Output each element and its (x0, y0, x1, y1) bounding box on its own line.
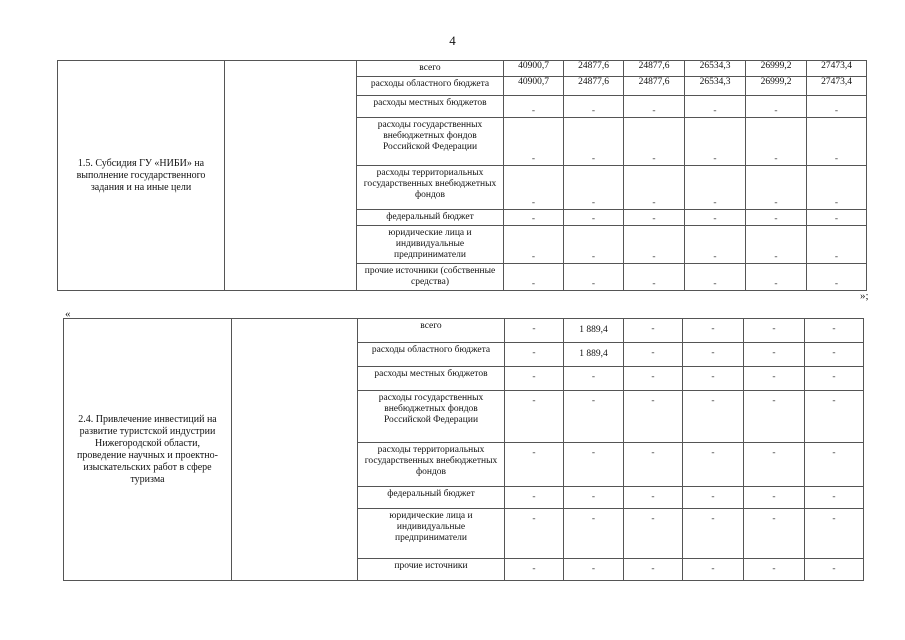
value-cell: - (683, 343, 744, 367)
value-cell: - (805, 487, 864, 509)
value-cell: - (564, 367, 624, 391)
value-cell: - (805, 391, 864, 443)
value-cell: - (624, 319, 683, 343)
value-cell: - (504, 166, 564, 210)
value-cell: - (807, 96, 867, 118)
value-cell: - (746, 210, 807, 226)
value-cell: - (685, 96, 746, 118)
value-cell: - (624, 343, 683, 367)
value-cell: 24877,6 (564, 77, 624, 96)
value-cell: - (685, 118, 746, 166)
value-cell: - (624, 210, 685, 226)
value-cell: - (683, 391, 744, 443)
value-cell: - (564, 509, 624, 559)
funding-source-label: расходы государственных внебюджетных фондов Российской Федерации (358, 391, 505, 443)
value-cell: - (624, 443, 683, 487)
funding-source-label: расходы территориальных государственных внебюджетных фондов (357, 166, 504, 210)
funding-source-label: юридические лица и индивидуальные предприниматели (358, 509, 505, 559)
value-cell: - (683, 509, 744, 559)
value-cell: - (807, 210, 867, 226)
value-cell: - (505, 443, 564, 487)
value-cell: 24877,6 (564, 61, 624, 77)
value-cell: - (744, 559, 805, 581)
measure-description: 1.5. Субсидия ГУ «НИБИ» на выполнение государственного задания и на иные цели (58, 61, 225, 291)
value-cell: - (504, 96, 564, 118)
value-cell: - (746, 96, 807, 118)
value-cell: - (683, 367, 744, 391)
funding-table-2 (63, 318, 864, 581)
value-cell: - (624, 509, 683, 559)
value-cell: - (505, 487, 564, 509)
value-cell: - (744, 487, 805, 509)
value-cell: - (746, 264, 807, 291)
value-cell: - (744, 343, 805, 367)
measure-description: 2.4. Привлечение инвестиций на развитие туристской индустрии Нижегородской области, проведение научных и проектно-изыскательских работ в сфере туризма (64, 319, 232, 581)
value-cell: - (624, 391, 683, 443)
value-cell: - (807, 166, 867, 210)
value-cell: - (564, 226, 624, 264)
funding-source-label: всего (358, 319, 505, 343)
value-cell: - (685, 166, 746, 210)
funding-source-label: прочие источники (собственные средства) (357, 264, 504, 291)
value-cell: - (805, 559, 864, 581)
value-cell: - (807, 264, 867, 291)
value-cell: - (564, 559, 624, 581)
opening-quote: « (65, 308, 71, 320)
value-cell: - (805, 319, 864, 343)
funding-source-label: расходы местных бюджетов (358, 367, 505, 391)
value-cell: - (807, 118, 867, 166)
value-cell: - (685, 226, 746, 264)
value-cell: - (564, 118, 624, 166)
value-cell: - (505, 391, 564, 443)
empty-column-cell (232, 319, 358, 581)
value-cell: 27473,4 (807, 77, 867, 96)
value-cell: - (746, 118, 807, 166)
value-cell: 26999,2 (746, 61, 807, 77)
value-cell: - (505, 509, 564, 559)
value-cell: - (744, 509, 805, 559)
value-cell: - (504, 264, 564, 291)
funding-source-label: расходы государственных внебюджетных фондов Российской Федерации (357, 118, 504, 166)
value-cell: - (505, 559, 564, 581)
value-cell: - (624, 559, 683, 581)
value-cell: - (624, 96, 685, 118)
value-cell: - (805, 343, 864, 367)
value-cell: - (564, 264, 624, 291)
value-cell: 26999,2 (746, 77, 807, 96)
value-cell: 26534,3 (685, 61, 746, 77)
value-cell: - (624, 226, 685, 264)
value-cell: - (683, 319, 744, 343)
table-row (64, 319, 864, 343)
value-cell: 1 889,4 (564, 319, 624, 343)
funding-source-label: прочие источники (358, 559, 505, 581)
value-cell: - (683, 487, 744, 509)
value-cell: - (505, 367, 564, 391)
funding-source-label: расходы областного бюджета (357, 77, 504, 96)
value-cell: - (624, 166, 685, 210)
value-cell: - (807, 226, 867, 264)
funding-table-1 (57, 60, 867, 291)
funding-source-label: юридические лица и индивидуальные предприниматели (357, 226, 504, 264)
value-cell: - (504, 118, 564, 166)
value-cell: 24877,6 (624, 77, 685, 96)
value-cell: - (505, 319, 564, 343)
value-cell: - (746, 166, 807, 210)
value-cell: 26534,3 (685, 77, 746, 96)
value-cell: - (624, 367, 683, 391)
value-cell: - (505, 343, 564, 367)
value-cell: - (624, 118, 685, 166)
value-cell: - (744, 319, 805, 343)
value-cell: - (744, 391, 805, 443)
value-cell: - (624, 487, 683, 509)
value-cell: - (624, 264, 685, 291)
value-cell: 24877,6 (624, 61, 685, 77)
value-cell: 27473,4 (807, 61, 867, 77)
empty-column-cell (225, 61, 357, 291)
value-cell: - (744, 443, 805, 487)
value-cell: - (685, 264, 746, 291)
value-cell: - (564, 166, 624, 210)
funding-source-label: всего (357, 61, 504, 77)
value-cell: - (504, 210, 564, 226)
closing-quote: »; (860, 290, 869, 302)
value-cell: - (805, 367, 864, 391)
value-cell: 40900,7 (504, 61, 564, 77)
funding-source-label: расходы территориальных государственных внебюджетных фондов (358, 443, 505, 487)
value-cell: - (564, 443, 624, 487)
value-cell: - (746, 226, 807, 264)
page-number: 4 (449, 33, 456, 48)
value-cell: - (683, 443, 744, 487)
value-cell: - (805, 509, 864, 559)
value-cell: - (564, 487, 624, 509)
value-cell: - (564, 96, 624, 118)
funding-source-label: расходы областного бюджета (358, 343, 505, 367)
value-cell: 1 889,4 (564, 343, 624, 367)
value-cell: - (504, 226, 564, 264)
value-cell: 40900,7 (504, 77, 564, 96)
table-row (58, 61, 867, 77)
value-cell: - (685, 210, 746, 226)
value-cell: - (564, 391, 624, 443)
value-cell: - (805, 443, 864, 487)
funding-source-label: федеральный бюджет (357, 210, 504, 226)
funding-source-label: федеральный бюджет (358, 487, 505, 509)
value-cell: - (683, 559, 744, 581)
funding-source-label: расходы местных бюджетов (357, 96, 504, 118)
value-cell: - (744, 367, 805, 391)
value-cell: - (564, 210, 624, 226)
